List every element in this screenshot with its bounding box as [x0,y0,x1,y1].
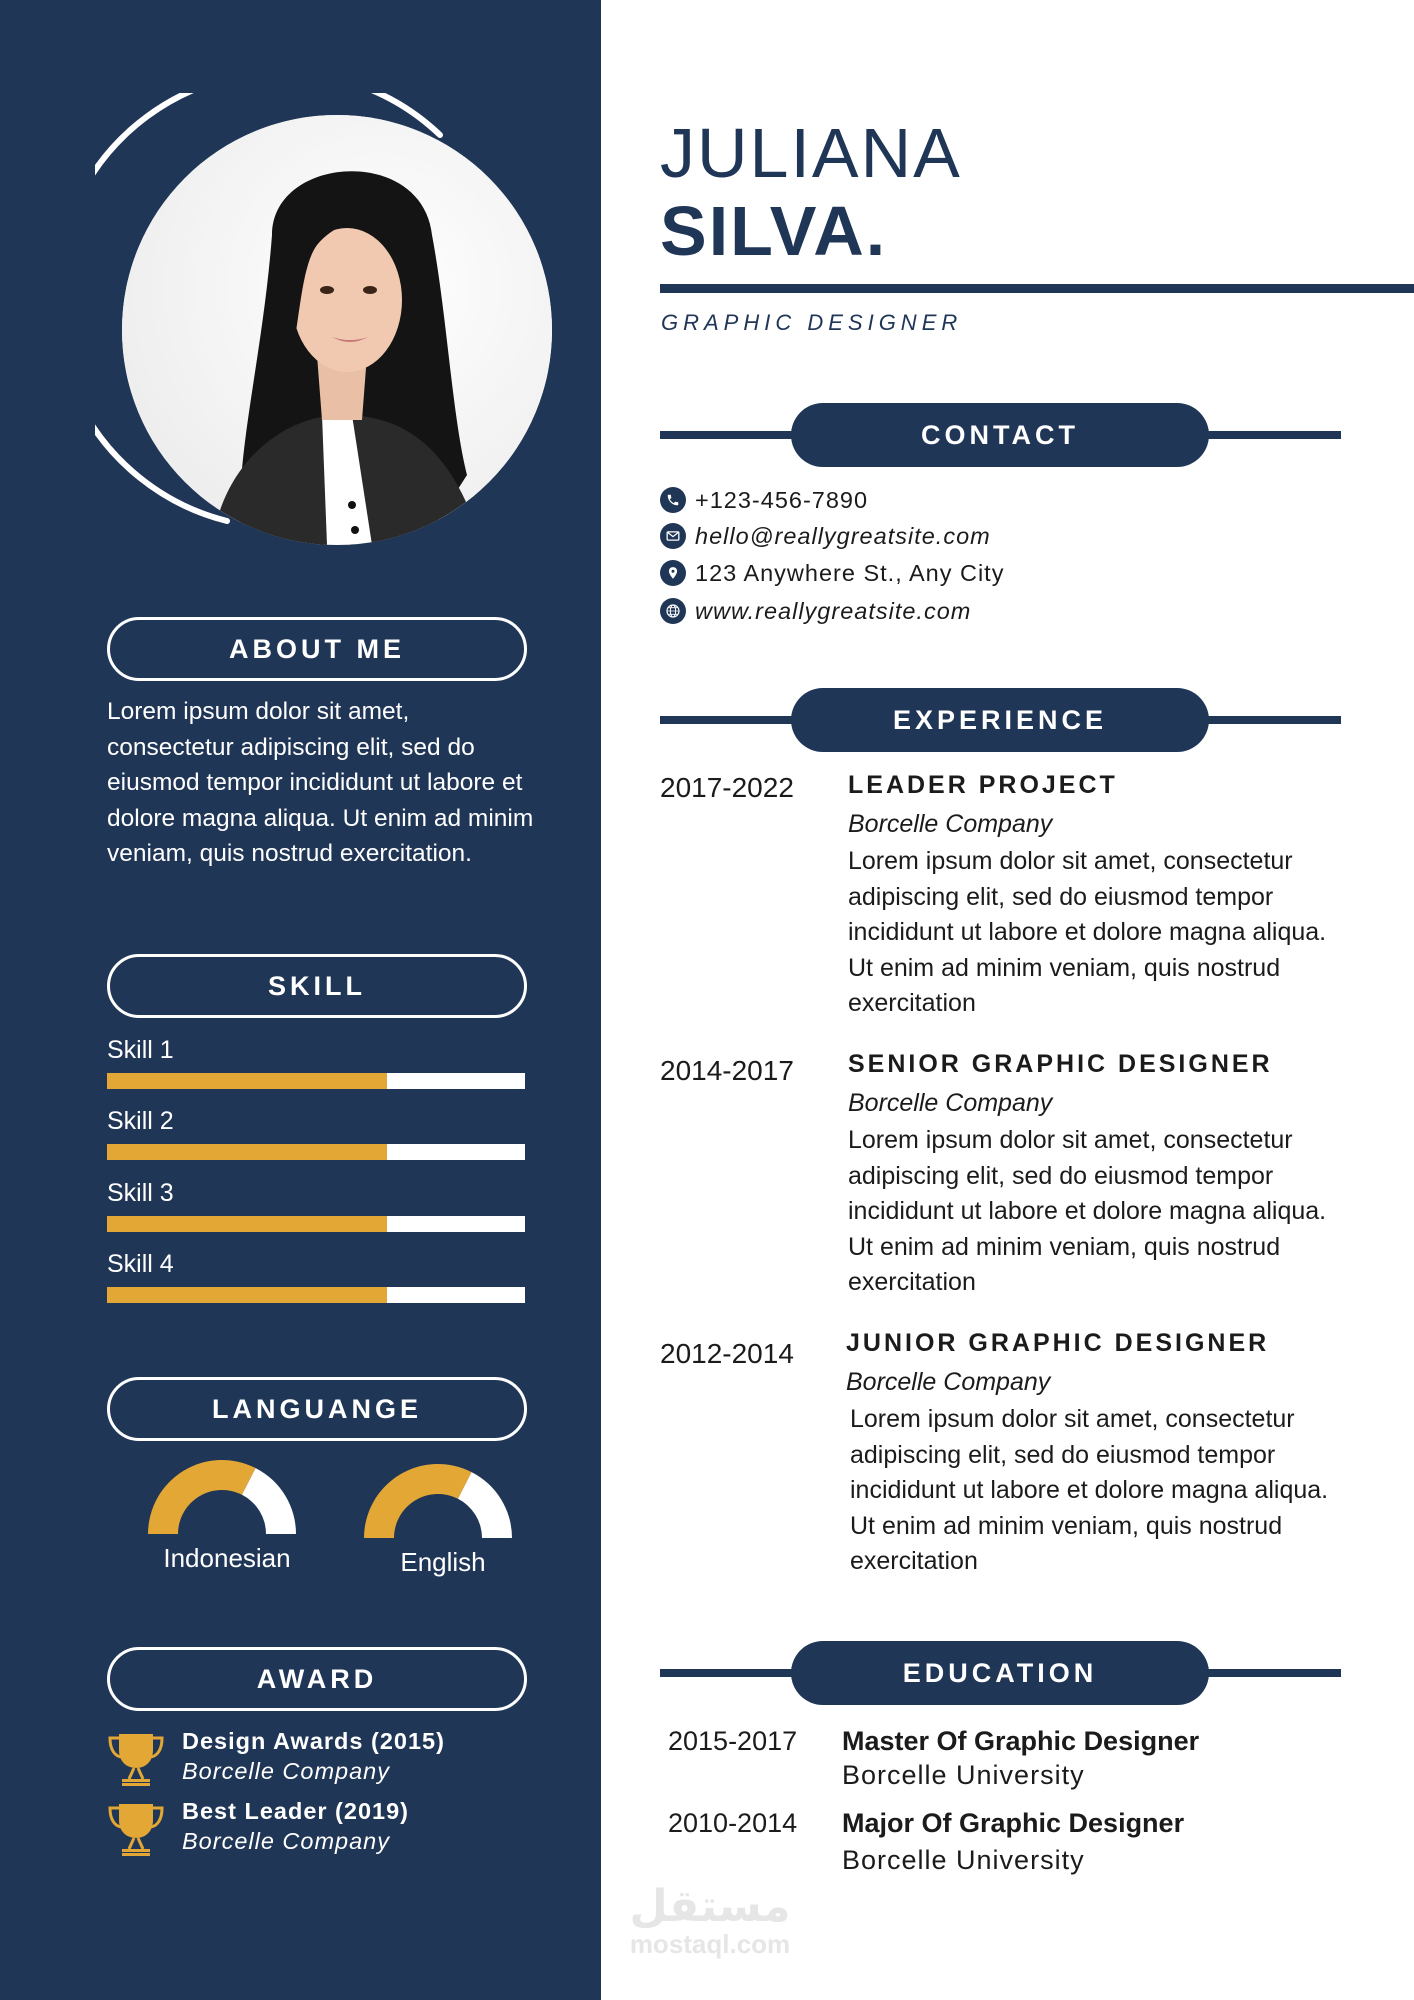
language-title: LANGUANGE [212,1393,422,1424]
education-school: Borcelle University [842,1845,1085,1875]
email-address[interactable]: hello@reallygreatsite.com [695,522,991,549]
phone-number: +123-456-7890 [695,486,869,513]
experience-role: LEADER PROJECT [848,771,1118,799]
contact-email [660,521,991,551]
skill-bar-fill [107,1216,387,1232]
skill-label: Skill 4 [107,1250,174,1278]
experience-company: Borcelle Company [848,810,1053,838]
language-gauge [362,1462,514,1540]
experience-role: JUNIOR GRAPHIC DESIGNER [846,1329,1270,1357]
skill-label: Skill 3 [107,1179,174,1207]
education-school: Borcelle University [842,1760,1085,1790]
last-name: SILVA. [660,192,888,270]
globe-icon [660,598,686,624]
profile-photo [122,115,552,545]
skill-bar-fill [107,1287,387,1303]
watermark [620,1882,800,1960]
experience-description: Lorem ipsum dolor sit amet, consectetur adipiscing elit, sed do eiusmod tempor incididunt ut labore et dolore magna aliqua. Ut enim ad minim veniam, quis nostrud exercitation [848,1126,1327,1296]
about-me-title: ABOUT ME [229,633,405,664]
trophy-icon [107,1802,165,1856]
skill-label: Skill 2 [107,1107,174,1135]
award-title: AWARD [256,1663,378,1694]
language-label: Indonesian [163,1543,291,1573]
skill-heading [107,954,527,1018]
experience-heading [791,688,1209,752]
website-link[interactable]: www.reallygreatsite.com [695,597,972,624]
experience-title: EXPERIENCE [892,704,1108,735]
watermark-arabic: مستقل [629,1882,791,1931]
skill-title: SKILL [268,970,366,1001]
education-heading [791,1641,1209,1705]
contact-phone [660,485,868,515]
experience-role: SENIOR GRAPHIC DESIGNER [848,1050,1273,1078]
sidebar [0,0,601,2000]
contact-title: CONTACT [921,419,1079,450]
trophy-icon [107,1732,165,1786]
experience-years: 2014-2017 [660,1055,794,1086]
address: 123 Anywhere St., Any City [695,559,1005,586]
about-me-text: Lorem ipsum dolor sit amet, consectetur adipiscing elit, sed do eiusmod tempor incididunt ut labore et dolore magna aliqua. Ut enim ad minim veniam, quis nostrud exercitation. [107,698,534,867]
first-name: JULIANA [660,114,962,192]
experience-years: 2012-2014 [660,1338,794,1369]
phone-icon [660,487,686,513]
award-org: Borcelle Company [182,1758,391,1784]
education-years: 2015-2017 [668,1726,798,1756]
experience-company: Borcelle Company [848,1089,1053,1117]
header-divider [660,284,1414,293]
experience-company: Borcelle Company [846,1368,1051,1396]
award-name: Design Awards (2015) [182,1728,445,1754]
location-icon [660,560,686,586]
contact-website [660,596,971,626]
award-org: Borcelle Company [182,1828,391,1854]
email-icon [660,523,686,549]
skill-label: Skill 1 [107,1036,174,1064]
contact-heading [791,403,1209,467]
experience-description: Lorem ipsum dolor sit amet, consectetur adipiscing elit, sed do eiusmod tempor incididunt ut labore et dolore magna aliqua. Ut enim ad minim veniam, quis nostrud exercitation [848,847,1327,1017]
language-gauge [146,1458,298,1536]
education-years: 2010-2014 [668,1808,798,1838]
portrait-illustration [122,115,552,545]
skill-bar [107,1073,525,1089]
contact-address [660,558,1004,588]
skill-bar-fill [107,1144,387,1160]
watermark-latin: mostaql.com [629,1929,791,1959]
language-label: English [400,1547,486,1577]
skill-bar [107,1144,525,1160]
education-degree: Master Of Graphic Designer [842,1726,1200,1756]
skill-bar-fill [107,1073,387,1089]
language-heading [107,1377,527,1441]
job-title: GRAPHIC DESIGNER [661,310,963,335]
award-name: Best Leader (2019) [182,1798,409,1824]
experience-years: 2017-2022 [660,772,794,803]
about-me-heading [107,617,527,681]
award-heading [107,1647,527,1711]
skill-bar [107,1216,525,1232]
education-title: EDUCATION [902,1657,1098,1688]
experience-description: Lorem ipsum dolor sit amet, consectetur adipiscing elit, sed do eiusmod tempor incididunt ut labore et dolore magna aliqua. Ut enim ad minim veniam, quis nostrud exercitation [850,1405,1329,1575]
education-degree: Major Of Graphic Designer [842,1808,1185,1838]
skill-bar [107,1287,525,1303]
